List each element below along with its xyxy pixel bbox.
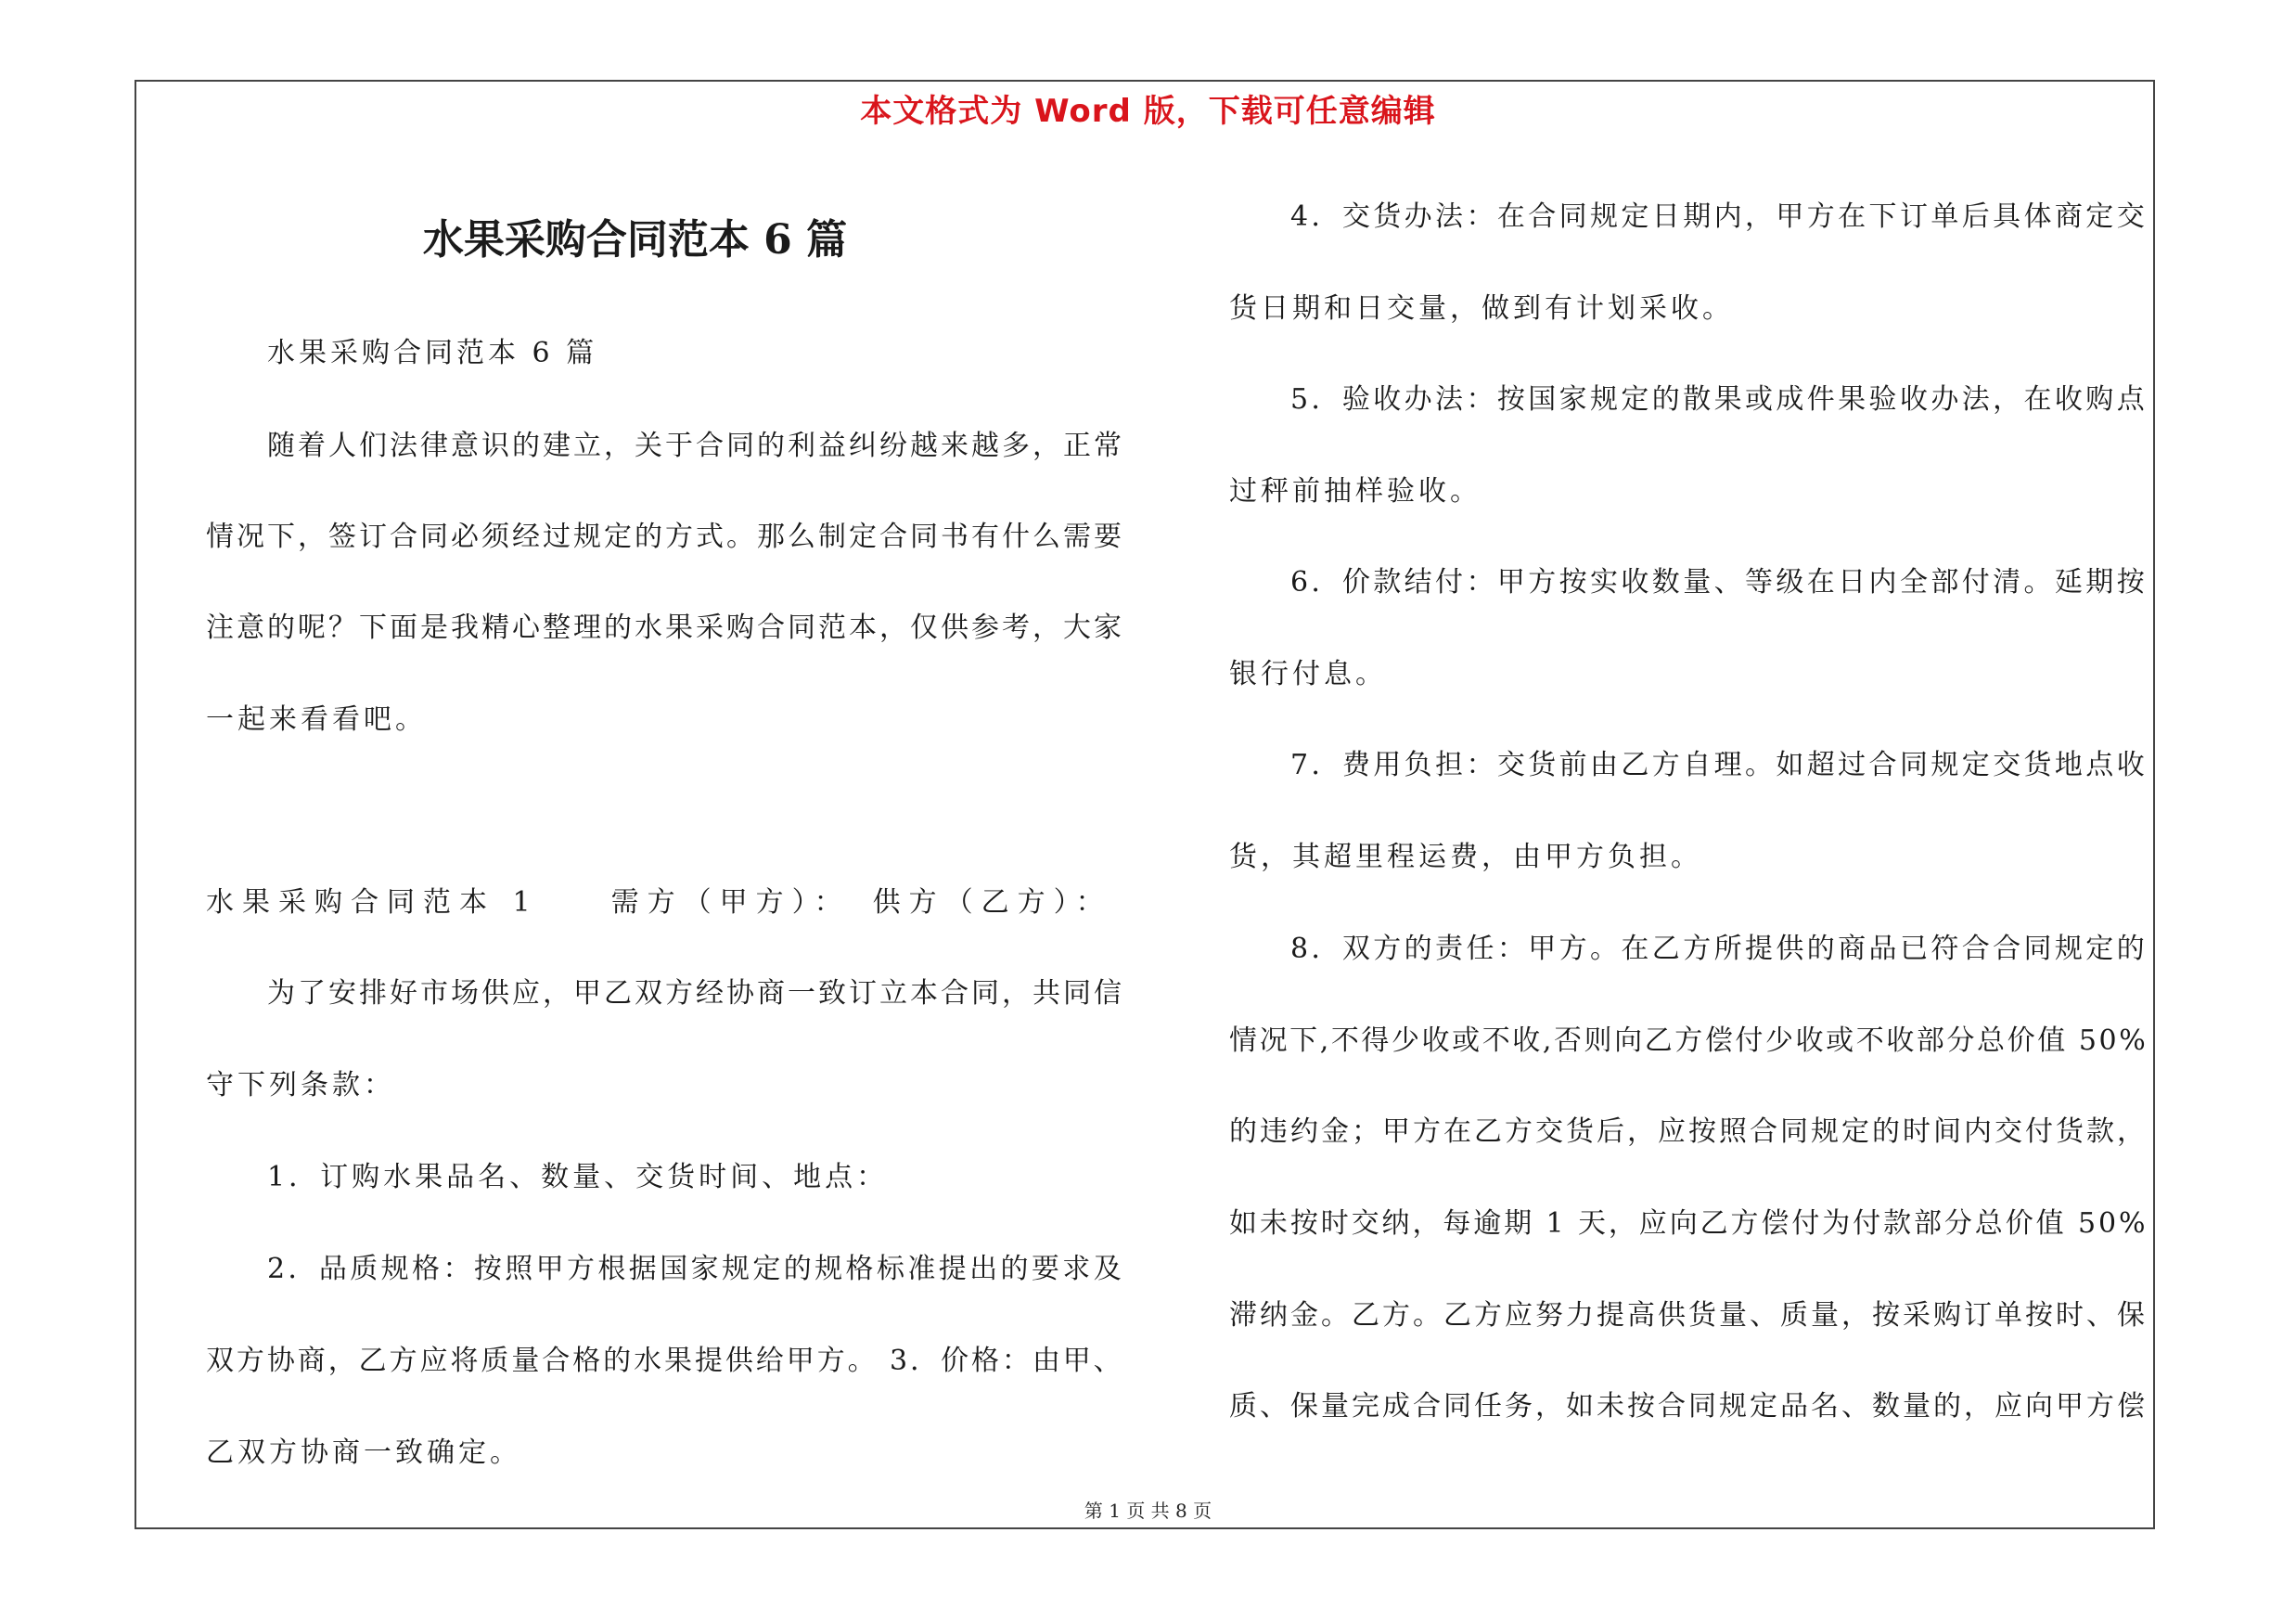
text-line: 质、保量完成合同任务，如未按合同规定品名、数量的，应向甲方偿	[1229, 1390, 2148, 1423]
text-line: 货日期和日交量，做到有计划采收。	[1229, 292, 1734, 325]
text-line: 注意的呢？下面是我精心整理的水果采购合同范本，仅供参考，大家	[206, 612, 1124, 644]
text-line: 为了安排好市场供应，甲乙双方经协商一致订立本合同，共同信	[267, 977, 1124, 1010]
text-line: 水果采购合同范本 6 篇	[267, 337, 598, 369]
text-line: 乙双方协商一致确定。	[206, 1436, 521, 1469]
text-line: 8．双方的责任：甲方。在乙方所提供的商品已符合合同规定的	[1290, 933, 2148, 965]
text-line: 情况下，签订合同必须经过规定的方式。那么制定合同书有什么需要	[206, 521, 1124, 553]
format-banner: 本文格式为 Word 版，下载可任意编辑	[860, 93, 1436, 130]
text-line: 过秤前抽样验收。	[1229, 475, 1481, 508]
text-line: 随着人们法律意识的建立，关于合同的利益纠纷越来越多，正常	[267, 430, 1124, 462]
text-line: 双方协商，乙方应将质量合格的水果提供给甲方。 3．价格：由甲、	[206, 1345, 1124, 1377]
text-line: 1．订购水果品名、数量、交货时间、地点：	[267, 1161, 889, 1193]
text-line: 4．交货办法：在合同规定日期内，甲方在下订单后具体商定交	[1290, 200, 2148, 233]
text-line: 货，其超里程运费，由甲方负担。	[1229, 841, 1702, 873]
text-line: 6．价款结付：甲方按实收数量、等级在日内全部付清。延期按	[1290, 566, 2148, 599]
document-title: 水果采购合同范本 6 篇	[422, 216, 848, 264]
text-line: 情况下,不得少收或不收,否则向乙方偿付少收或不收部分总价值 50%	[1229, 1024, 2148, 1057]
text-line: 一起来看看吧。	[206, 703, 427, 736]
text-line: 5．验收办法：按国家规定的散果或成件果验收办法，在收购点	[1290, 383, 2148, 416]
text-line: 水果采购合同范本 1 需方（甲方）： 供方（乙方）：	[206, 886, 1112, 919]
text-line: 7．费用负担：交货前由乙方自理。如超过合同规定交货地点收	[1290, 749, 2148, 781]
page-footer: 第 1 页 共 8 页	[1084, 1500, 1212, 1522]
text-line: 的违约金；甲方在乙方交货后，应按照合同规定的时间内交付货款，	[1229, 1115, 2148, 1148]
text-line: 银行付息。	[1229, 658, 1387, 690]
text-line: 2．品质规格：按照甲方根据国家规定的规格标准提出的要求及	[267, 1253, 1125, 1285]
text-line: 滞纳金。乙方。乙方应努力提高供货量、质量，按采购订单按时、保	[1229, 1299, 2148, 1332]
text-line: 守下列条款：	[206, 1069, 395, 1101]
text-line: 如未按时交纳，每逾期 1 天，应向乙方偿付为付款部分总价值 50%	[1229, 1207, 2148, 1240]
